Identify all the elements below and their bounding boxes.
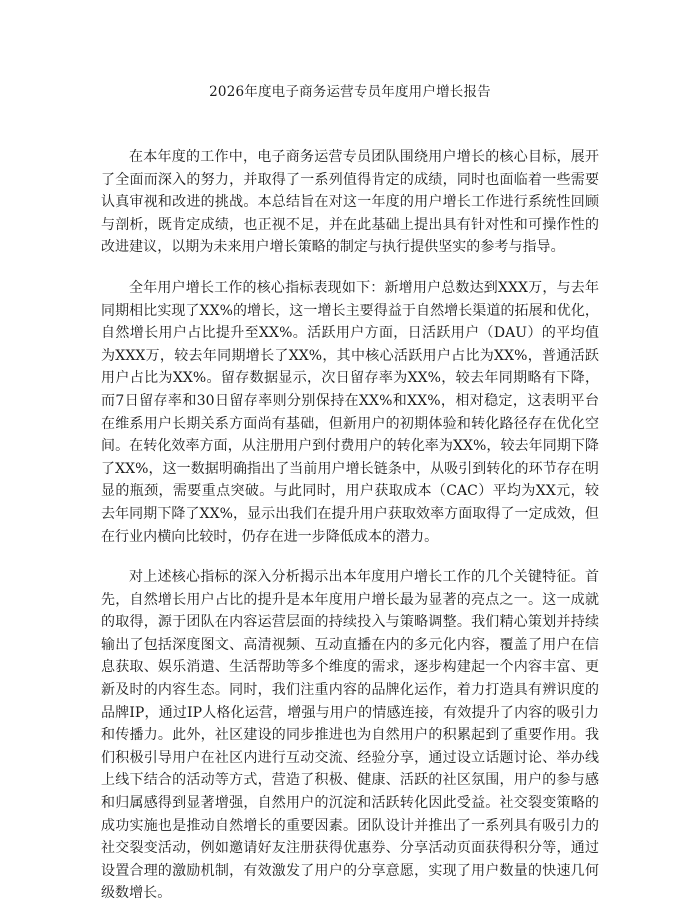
paragraph-intro: 在本年度的工作中，电子商务运营专员团队围绕用户增长的核心目标，展开了全面而深入的努力，并取得了一系列值得肯定的成绩，同时也面临着一些需要认真审视和改进的挑战。本总结旨在对这一年度的用户增长工作进行系统性回顾与剖析，既肯定成绩，也正视不足，并在此基础上提出具有针对性和可操作性的改进建议，以期为未来用户增长策略的制定与执行提供坚实的参考与指导。 [101,149,599,256]
document-body [101,146,599,923]
paragraph-analysis: 对上述核心指标的深入分析揭示出本年度用户增长工作的几个关键特征。首先，自然增长用户占比的提升是本年度用户增长最为显著的亮点之一。这一成就的取得，源于团队在内容运营层面的持续投入与策略调整。我们精心策划并持续输出了包括深度图文、高清视频、互动直播在内的多元化内容，覆盖了用户在信息获取、娱乐消遣、生活帮助等多个维度的需求，逐步构建起一个内容丰富、更新及时的内容生态。同时，我们注重内容的品牌化运作，着力打造具有辨识度的品牌IP，通过IP人格化运营，增强与用户的情感连接，有效提升了内容的吸引力和传播力。此外，社区建设的同步推进也为自然用户的积累起到了重要作用。我们积极引导用户在社区内进行互动交流、经验分享，通过设立话题讨论、举办线上线下结合的活动等方式，营造了积极、健康、活跃的社区氛围，用户的参与感和归属感得到显著增强，自然用户的沉淀和活跃转化因此受益。社交裂变策略的成功实施也是推动自然增长的重要因素。团队设计并推出了一系列具有吸引力的社交裂变活动，例如邀请好友注册获得优惠券、分享活动页面获得积分等，通过设置合理的激励机制，有效激发了用户的分享意愿，实现了用户数量的快速几何级数增长。 [101,569,599,902]
paragraph-core-metrics: 全年用户增长工作的核心指标表现如下：新增用户总数达到XXX万，与去年同期相比实现了XX%的增长，这一增长主要得益于自然增长渠道的拓展和优化，自然增长用户占比提升至XX%。活跃用户方面，日活跃用户（DAU）的平均值为XXX万，较去年同期增长了XX%，其中核心活跃用户占比为XX%，普通活跃用户占比为XX%。留存数据显示，次日留存率为XX%，较去年同期略有下降，而7日留存率和30日留存率则分别保持在XX%和XX%，相对稳定，这表明平台在维系用户长期关系方面尚有基础，但新用户的初期体验和转化路径存在优化空间。在转化效率方面，从注册用户到付费用户的转化率为XX%，较去年同期下降了XX%，这一数据明确指出了当前用户增长链条中，从吸引到转化的环节存在明显的瓶颈，需要重点突破。与此同时，用户获取成本（CAC）平均为XX元，较去年同期下降了XX%，显示出我们在提升用户获取效率方面取得了一定成效，但在行业内横向比较时，仍存在进一步降低成本的潜力。 [101,279,599,545]
document-title: 2026年度电子商务运营专员年度用户增长报告 [209,84,491,100]
